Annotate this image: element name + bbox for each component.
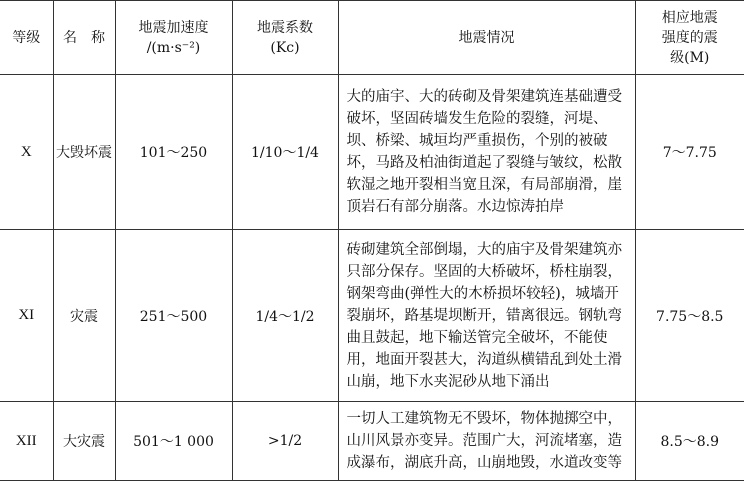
grade-cell: XII bbox=[0, 402, 53, 481]
header-name: 名 称 bbox=[53, 1, 115, 75]
coefficient-cell: 1/4～1/2 bbox=[232, 230, 338, 402]
header-acceleration-line1: 地震加速度 bbox=[138, 19, 209, 36]
table-row bbox=[0, 75, 744, 230]
acceleration-cell: 251～500 bbox=[115, 230, 232, 402]
name-cell: 大毁坏震 bbox=[53, 75, 115, 230]
header-magnitude bbox=[635, 1, 744, 75]
header-magnitude-line3: 级(M) bbox=[670, 49, 710, 66]
header-coefficient-line2: (Kc) bbox=[270, 39, 300, 56]
situation-cell: 砖砌建筑全部倒塌，大的庙宇及骨架建筑亦只部分保存。坚固的大桥破坏，桥柱崩裂，钢架弯曲(弹性大的木桥损坏较轻)，城墙开裂崩坏，路基堤坝断开，错离很远。钢轨弯曲且鼓起，地下输送管完全破坏，不能使用，地面开裂甚大，沟道纵横错乱到处土滑山崩，地下水夹泥砂从地下涌出 bbox=[338, 230, 635, 402]
acceleration-cell: 101～250 bbox=[115, 75, 232, 230]
acceleration-cell: 501～1 000 bbox=[115, 402, 232, 481]
header-acceleration-line2: /(m·s⁻²) bbox=[146, 39, 201, 56]
header-row bbox=[0, 1, 744, 75]
header-situation: 地震情况 bbox=[338, 1, 635, 75]
magnitude-cell: 7～7.75 bbox=[635, 75, 744, 230]
coefficient-cell: >1/2 bbox=[232, 402, 338, 481]
header-acceleration bbox=[115, 1, 232, 75]
situation-cell: 大的庙宇、大的砖砌及骨架建筑连基础遭受破坏，坚固砖墙发生危险的裂缝，河堤、坝、桥梁、城垣均严重损伤，个别的被破坏，马路及柏油街道起了裂缝与皱纹，松散软湿之地开裂相当宽且深，有局部崩滑，崖顶岩石有部分崩落。水边惊涛拍岸 bbox=[338, 75, 635, 230]
magnitude-cell: 8.5～8.9 bbox=[635, 402, 744, 481]
header-coefficient bbox=[232, 1, 338, 75]
table-row bbox=[0, 230, 744, 402]
name-cell: 灾震 bbox=[53, 230, 115, 402]
header-coefficient-line1: 地震系数 bbox=[257, 19, 313, 36]
header-magnitude-line2: 强度的震 bbox=[661, 29, 718, 46]
grade-cell: XI bbox=[0, 230, 53, 402]
magnitude-cell: 7.75～8.5 bbox=[635, 230, 744, 402]
header-grade: 等级 bbox=[0, 1, 53, 75]
grade-cell: X bbox=[0, 75, 53, 230]
name-cell: 大灾震 bbox=[53, 402, 115, 481]
table-row bbox=[0, 402, 744, 481]
situation-cell: 一切人工建筑物无不毁坏，物体抛掷空中，山川风景亦变异。范围广大，河流堵塞，造成瀑布，湖底升高，山崩地毁，水道改变等 bbox=[338, 402, 635, 481]
coefficient-cell: 1/10～1/4 bbox=[232, 75, 338, 230]
header-magnitude-line1: 相应地震 bbox=[661, 9, 718, 26]
